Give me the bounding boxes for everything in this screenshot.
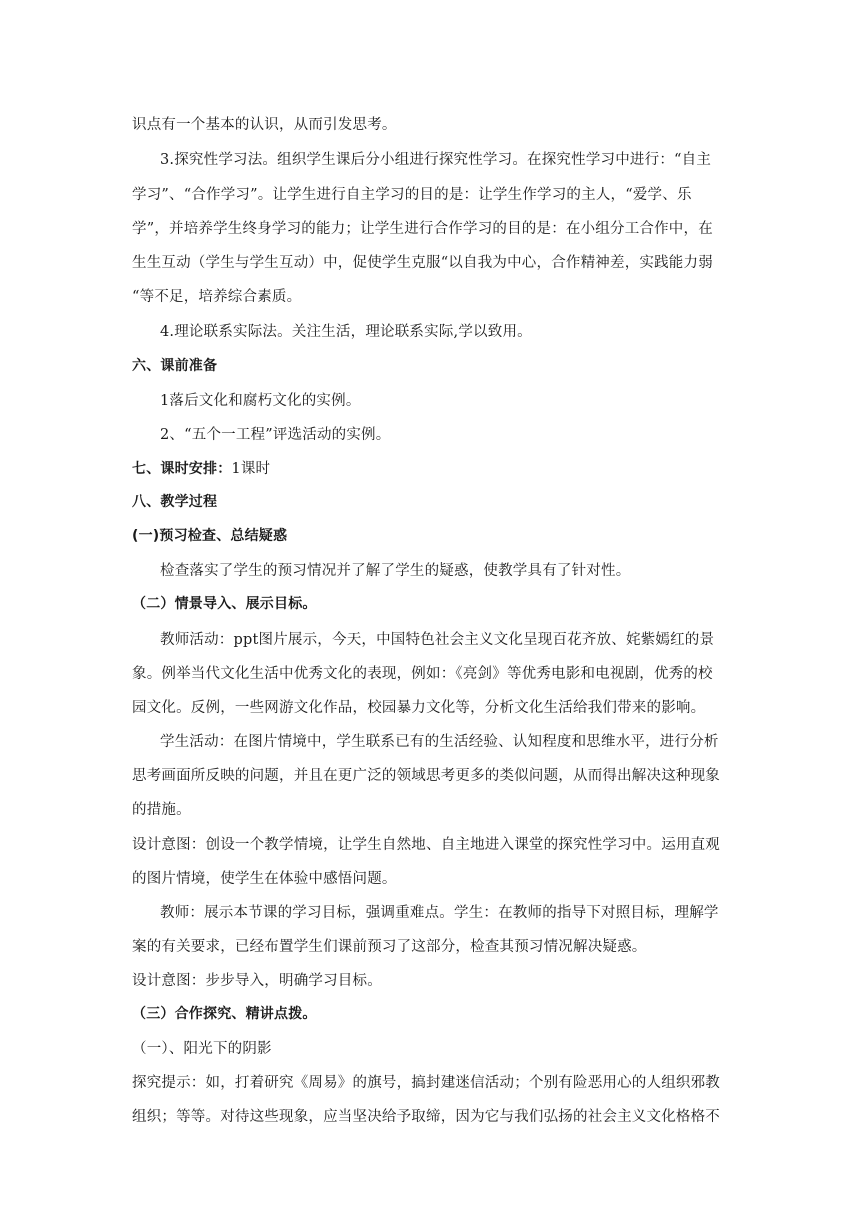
- section-heading: 六、课前准备: [132, 358, 218, 374]
- subsection-heading: （二）情景导入、展示目标。: [132, 596, 317, 612]
- text-line: 教师：展示本节课的学习目标，强调重难点。学生：在教师的指导下对照目标，理解学: [160, 905, 719, 921]
- text-line: 4.理论联系实际法。关注生活，理论联系实际,学以致用。: [160, 324, 532, 340]
- text-line: 学”，并培养学生终身学习的能力；让学生进行合作学习的目的是：在小组分工合作中，在: [132, 221, 713, 237]
- subsection-heading: （三）合作探究、精讲点拨。: [132, 1006, 317, 1022]
- text-line: 2、“五个一工程”评选活动的实例。: [160, 427, 391, 443]
- text-line: 教师活动：ppt图片展示，今天，中国特色社会主义文化呈现百花齐放、姹紫嫣红的景: [160, 632, 715, 648]
- text-line: 3.探究性学习法。组织学生课后分小组进行探究性学习。在探究性学习中进行：“自主: [160, 152, 712, 168]
- text-line: 思考画面所反映的问题，并且在更广泛的领域思考更多的类似问题，从而得出解决这种现象: [132, 768, 720, 784]
- text-line: 园文化。反例，一些网游文化作品，校园暴力文化等，分析文化生活给我们带来的影响。: [132, 700, 706, 716]
- section-heading-line: [132, 457, 270, 478]
- text-line: 设计意图：步步导入，明确学习目标。: [132, 973, 382, 989]
- text-line: 象。例举当代文化生活中优秀文化的表现，例如：《亮剑》等优秀电影和电视剧，优秀的校: [132, 666, 713, 682]
- text-line: 1课时: [231, 461, 271, 477]
- text-line: 组织；等等。对待这些现象，应当坚决给予取缔，因为它与我们弘扬的社会主义文化格格不: [132, 1109, 720, 1125]
- text-line: “等不足，培养综合素质。: [132, 289, 302, 305]
- section-heading: 八、教学过程: [132, 494, 218, 510]
- text-line: 学生活动：在图片情境中，学生联系已有的生活经验、认知程度和思维水平，进行分析: [160, 734, 719, 750]
- text-line: 1落后文化和腐朽文化的实例。: [160, 393, 361, 409]
- text-line: 的图片情境，使学生在体验中感悟问题。: [132, 871, 397, 887]
- text-line: 探究提示：如，打着研究《周易》的旗号，搞封建迷信活动；个别有险恶用心的人组织邪教: [132, 1075, 720, 1091]
- text-line: 识点有一个基本的认识，从而引发思考。: [132, 117, 397, 133]
- text-line: 设计意图：创设一个教学情境，让学生自然地、自主地进入课堂的探究性学习中。运用直观: [132, 837, 720, 853]
- text-line: 学习”、“合作学习”。让学生进行自主学习的目的是：让学生作学习的主人，“爱学、乐: [132, 187, 692, 203]
- text-line: 检查落实了学生的预习情况并了解了学生的疑惑，使教学具有了针对性。: [160, 563, 631, 579]
- text-line: （一）、阳光下的阴影: [132, 1041, 272, 1057]
- section-heading: 七、课时安排：: [132, 461, 232, 477]
- subsection-heading: (一)预习检查、总结疑惑: [132, 528, 288, 544]
- text-line: 案的有关要求，已经布置学生们课前预习了这部分，检查其预习情况解决疑惑。: [132, 939, 647, 955]
- text-line: 生生互动（学生与学生互动）中，促使学生克服“以自我为中心，合作精神差，实践能力弱: [132, 255, 713, 271]
- text-line: 的措施。: [132, 802, 191, 818]
